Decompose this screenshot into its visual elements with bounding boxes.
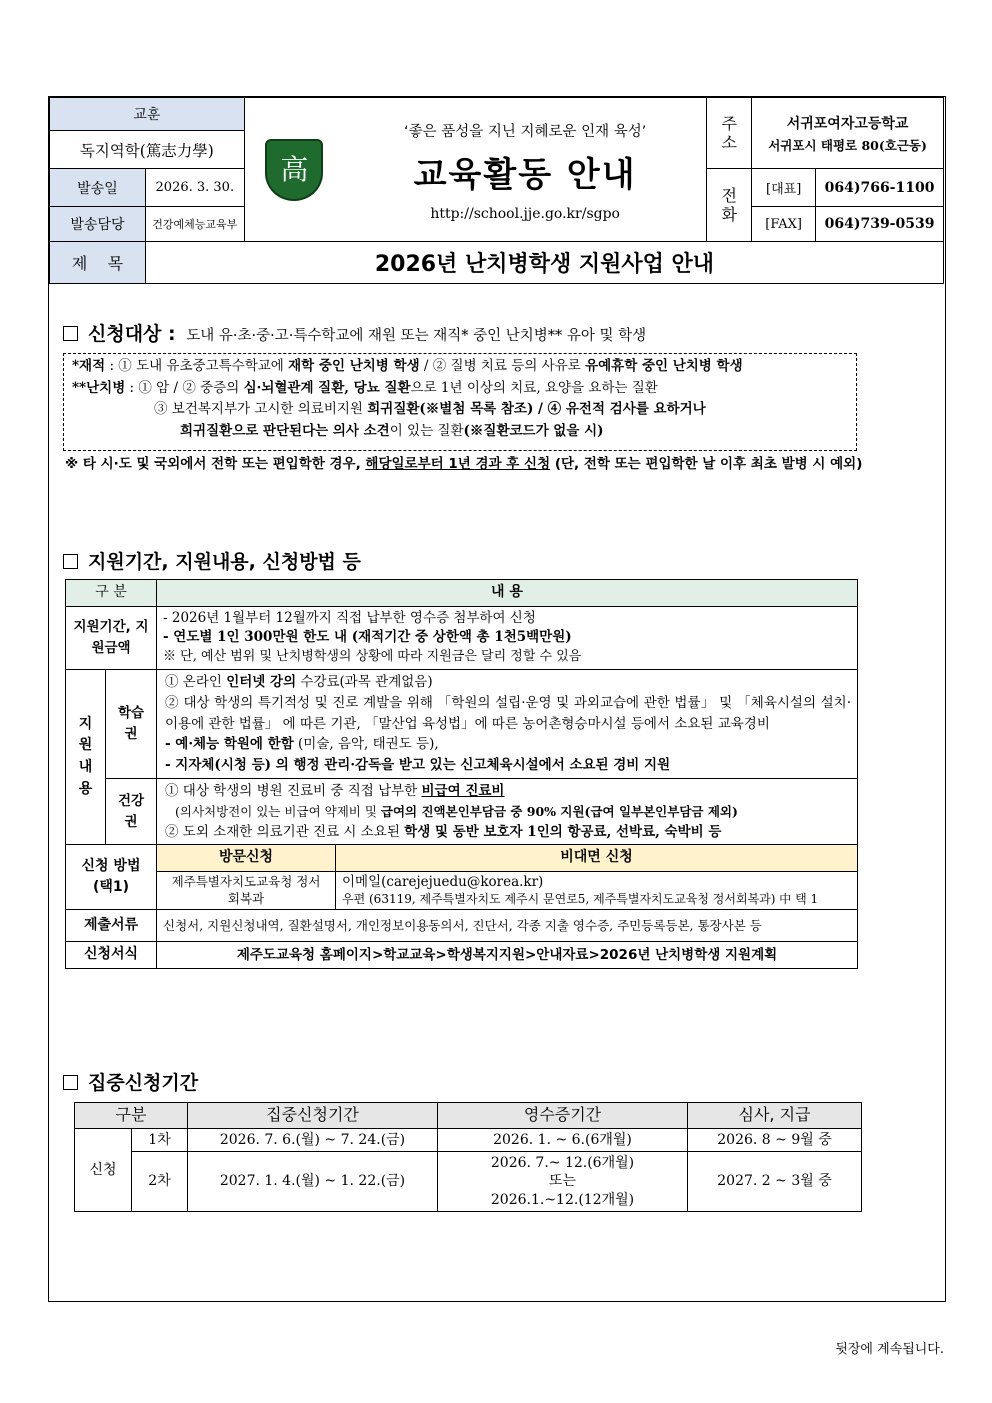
col-review: 심사, 지급: [688, 1103, 862, 1129]
receipt: [438, 1152, 688, 1212]
table-row: [75, 1152, 862, 1212]
health-2b: 급여의 진액본인부담금 중 90% 지원(급여 일부본인부담금 제외): [380, 804, 738, 820]
send-date: 2026. 3. 30.: [145, 169, 244, 207]
attend-label: *재적: [72, 358, 106, 374]
phone-main-label: [대표]: [752, 169, 816, 207]
disease-note-2: [72, 399, 848, 421]
study-1: [165, 672, 851, 693]
disease-1c: 으로 1년 이상의 치료, 요양을 요하는 질환: [410, 379, 658, 396]
study-3b: (미술, 음악, 태권도 등),: [298, 736, 439, 753]
dept-label: 발송담당: [50, 207, 146, 242]
attend-note: *재적 : ① 도내 유초중고특수학교에 재학 중인 난치병 학생 / ② 질병 치료 등의 사유로 유예휴학 중인 난치병 학생: [72, 358, 743, 374]
form-label: 신청서식: [66, 942, 157, 969]
transfer-a: ※ 타 시·도 및 국외에서 전학 또는 편입학한 경우,: [65, 456, 361, 472]
visit-label: 방문신청: [157, 845, 336, 872]
form-path[interactable]: 제주도교육청 홈페이지>학교교육>학생복지지원>안내자료>2026년 난치병학생 지원계획: [157, 942, 858, 969]
online-post: 우편 (63119, 제주특별자치도 제주시 문연로5, 제주특별자치도교육청 정서회복과) 中 택 1: [342, 891, 819, 906]
period-cell: [157, 606, 858, 669]
checkbox-icon: [63, 554, 78, 569]
doc-title: 교육활동 안내: [413, 155, 637, 195]
schedule-table: [74, 1102, 862, 1212]
col-kind: 구 분: [66, 580, 157, 607]
slogan: ‘좋은 품성을 지닌 지혜로운 인재 육성’: [403, 124, 647, 140]
disease-2b: 희귀질환(※별첨 목록 참조) / ④ 유전적 검사를 요하거나: [367, 401, 706, 418]
header-table: [49, 97, 944, 284]
online-cell: [336, 872, 858, 910]
period: 2026. 7. 6.(월) ~ 7. 24.(금): [188, 1129, 438, 1152]
row-label: 신청: [75, 1129, 132, 1212]
health-1: [165, 781, 851, 802]
motto-label: 교훈: [50, 98, 245, 131]
section-schedule: [63, 1068, 198, 1095]
disease-2a: ③ 보건복지부가 고시한 의료비지원: [154, 401, 363, 418]
motto: 독지역학(篤志力學): [50, 131, 245, 169]
disease-3a: 희귀질환으로 판단된다는 의사 소견: [180, 422, 390, 439]
health-2: [165, 802, 851, 821]
send-date-label: 발송일: [50, 169, 146, 207]
attend-a: ① 도내 유초중고특수학교에: [118, 358, 284, 374]
header-center: [344, 98, 707, 242]
disease-label: **난치병: [72, 379, 126, 396]
section-support: [63, 547, 361, 574]
school-seal: [244, 98, 344, 242]
study-3a: - 예·체능 학원에 한함: [165, 736, 294, 753]
health-label: 건강권: [106, 779, 157, 845]
study-4: - 지자체(시청 등) 의 행정 관리·감독을 받고 있는 신고체육시설에서 소요된 경비 지원: [165, 757, 671, 774]
disease-1a: ① 암 / ② 중증의: [138, 379, 240, 396]
attend-b: 재학 중인 난치병 학생: [288, 358, 420, 374]
section-schedule-heading: 집중신청기간: [88, 1072, 199, 1094]
review: 2026. 8 ~ 9월 중: [688, 1129, 862, 1152]
table-row: [75, 1129, 862, 1152]
phone-label: 전화: [707, 169, 752, 242]
disease-note-3: [72, 421, 848, 443]
health-1b: 비급여 진료비: [421, 783, 505, 800]
transfer-note: [65, 455, 935, 473]
section-target: [63, 319, 646, 346]
subject-label: 제 목: [50, 242, 146, 284]
col-period: 집중신청기간: [188, 1103, 438, 1129]
health-1a: ① 대상 학생의 병원 진료비 중 직접 납부한: [165, 783, 418, 800]
phone-main: 064)766-1100: [816, 169, 944, 207]
checkbox-icon: [63, 326, 78, 341]
checkbox-icon: [63, 1075, 78, 1090]
subject: 2026년 난치병학생 지원사업 안내: [145, 242, 943, 284]
disease-3c: (※질환코드가 없을 시): [463, 422, 604, 439]
study-label: 학습권: [106, 669, 157, 779]
support-table: [65, 579, 858, 969]
study-1c: 수강료(과목 관계없음): [300, 673, 433, 690]
transfer-b: 해당일로부터 1년 경과 후 신청: [365, 456, 551, 472]
period-1: - 2026년 1월부터 12월까지 직접 납부한 영수증 첨부하여 신청: [163, 609, 536, 626]
study-2: ② 대상 학생의 특기적성 및 진로 계발을 위해 「학원의 설립·운영 및 과외교습에 관한 법률」 및 「체육시설의 설치·이용에 관한 법률」 에 따른 기관, 「말산업 육성법」에 따른 농어촌형승마시설 등에서 소요된 교육경비: [165, 694, 851, 732]
online-label: 비대면 신청: [336, 845, 858, 872]
health-3: [165, 822, 851, 843]
review: 2027. 2 ~ 3월 중: [688, 1152, 862, 1212]
section-target-desc: 도내 유·초·중·고·특수학교에 재원 또는 재직* 중인 난치병** 유아 및 학생: [186, 328, 647, 344]
col-receipt: 영수증기간: [438, 1103, 688, 1129]
continue-note: 뒷장에 계속됩니다.: [835, 1342, 944, 1357]
period-2: - 연도별 1인 300만원 한도 내 (재적기간 중 상한액 총 1천5백만원): [163, 629, 572, 646]
method-label: 신청 방법 (택1): [66, 845, 157, 910]
section-target-heading: 신청대상 :: [88, 323, 176, 345]
study-1a: ① 온라인: [165, 673, 222, 690]
section-support-heading: 지원기간, 지원내용, 신청방법 등: [88, 551, 361, 573]
receipt-3: 2026.1.~12.(12개월): [490, 1191, 635, 1208]
period-3: ※ 단, 예산 범위 및 난치병학생의 상황에 따라 지원금은 달리 정할 수 있음: [163, 648, 582, 664]
receipt-1: 2026. 7.~ 12.(6개월): [490, 1155, 635, 1172]
study-cell: [157, 669, 858, 779]
receipt-2: 또는: [548, 1173, 577, 1190]
attend-c: / ② 질병 치료 등의 사유로: [423, 358, 581, 374]
document-frame: [48, 96, 946, 1302]
school-name: 서귀포여자고등학교: [786, 115, 909, 132]
col-content: 내 용: [157, 580, 858, 607]
disease-1b: 심·뇌혈관계 질환, 당뇨 질환: [243, 379, 411, 396]
transfer-c: (단, 전학 또는 편입학한 날 이후 최초 발병 시 예외): [554, 456, 863, 472]
health-3b: 학생 및 동반 보호자 1인의 항공료, 선박료, 숙박비 등: [404, 823, 722, 840]
dept: 건강예체능교육부: [145, 207, 244, 242]
col-kind: 구분: [75, 1103, 188, 1129]
address-label: 주소: [707, 98, 752, 169]
round: 2차: [132, 1152, 188, 1212]
fax-label: [FAX]: [752, 207, 816, 242]
receipt: 2026. 1. ~ 6.(6개월): [438, 1129, 688, 1152]
disease-note-1: **난치병 : ① 암 / ② 중증의 심·뇌혈관계 질환, 당뇨 질환으로 1년 이상의 치료, 요양을 요하는 질환: [72, 379, 658, 396]
school-address: 서귀포시 태평로 80(호근동): [768, 137, 927, 153]
online-email[interactable]: 이메일(carejejuedu@korea.kr): [342, 874, 544, 891]
health-3a: ② 도외 소재한 의료기관 진료 시 소요된: [165, 823, 400, 840]
visit-place: 제주특별자치도교육청 정서회복과: [157, 872, 336, 910]
round: 1차: [132, 1129, 188, 1152]
health-2a: (의사처방전이 있는 비급여 약제비 및: [175, 804, 377, 820]
period-label: 지원기간, 지원금액: [66, 606, 157, 669]
health-cell: [157, 779, 858, 845]
study-1b: 인터넷 강의: [226, 673, 297, 690]
fax: 064)739-0539: [816, 207, 944, 242]
address-cell: [752, 98, 944, 169]
docs-label: 제출서류: [66, 910, 157, 942]
study-3: [165, 734, 851, 755]
definition-box: [63, 353, 857, 451]
docs: 신청서, 지원신청내역, 질환설명서, 개인정보이용동의서, 진단서, 각종 지출 영수증, 주민등록등본, 통장사본 등: [157, 910, 858, 942]
period: 2027. 1. 4.(월) ~ 1. 22.(금): [188, 1152, 438, 1212]
school-url[interactable]: http://school.jje.go.kr/sgpo: [430, 206, 620, 222]
content-label: 지원 내용: [66, 669, 106, 845]
disease-3b: 이 있는 질환: [389, 422, 464, 439]
school-seal-icon: 高: [265, 139, 323, 201]
attend-d: 유예휴학 중인 난치병 학생: [585, 358, 743, 374]
